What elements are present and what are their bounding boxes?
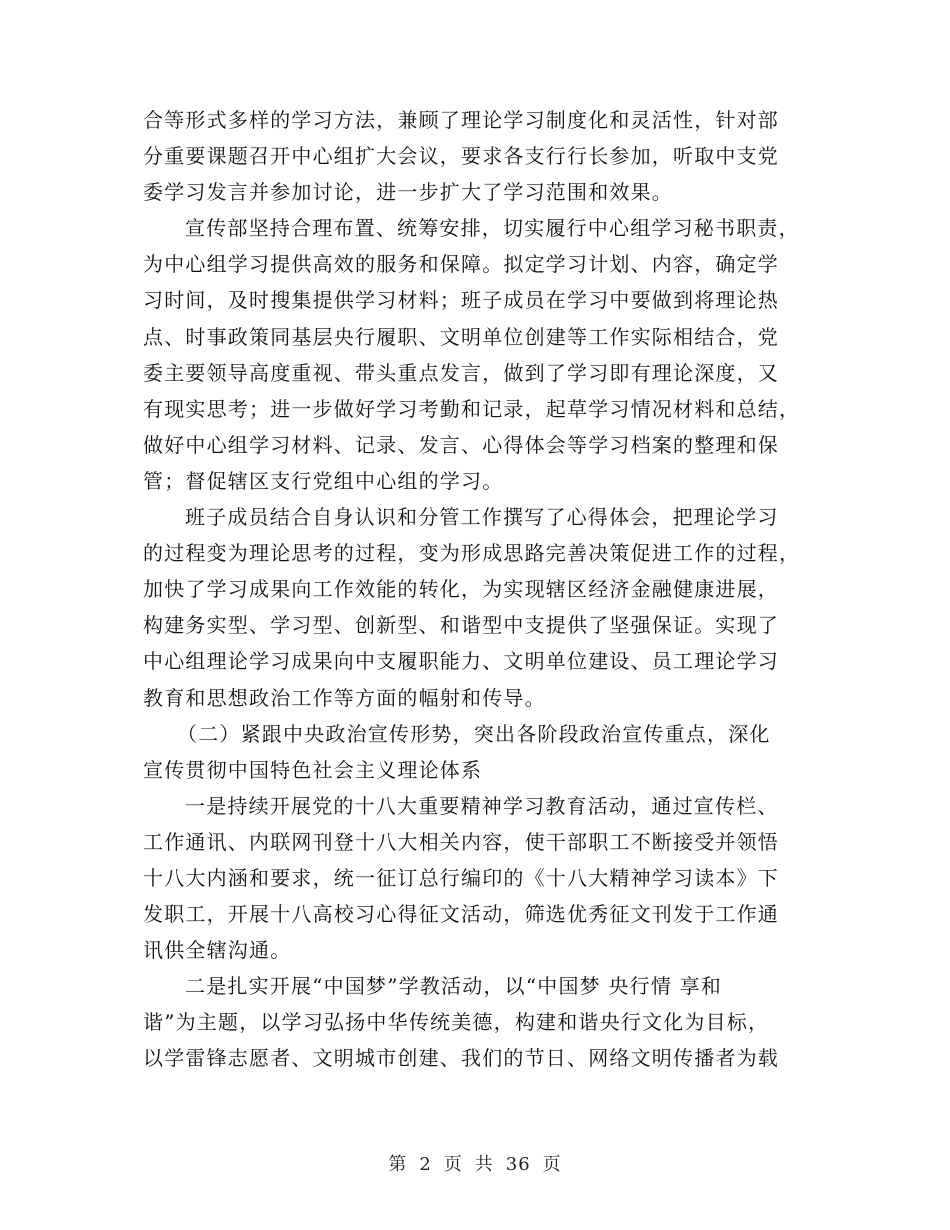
text-line: 习时间，及时搜集提供学习材料；班子成员在学习中要做到将理论热: [143, 288, 779, 313]
text-line: 中心组理论学习成果向中支履职能力、文明单位建设、员工理论学习: [143, 649, 779, 674]
text-line: 做好中心组学习材料、记录、发言、心得体会等学习档案的整理和保: [143, 432, 779, 457]
page-label: 第: [388, 1154, 408, 1175]
text-line: 分重要课题召开中心组扩大会议，要求各支行行长参加，听取中支党: [143, 144, 779, 169]
page-unit: 页: [443, 1154, 463, 1175]
text-line: 谐”为主题，以学习弘扬中华传统美德，构建和谐央行文化为目标，: [143, 1010, 770, 1035]
text-line: 发职工，开展十八高校习心得征文活动，筛选优秀征文刊发于工作通: [143, 902, 779, 927]
text-line: 教育和思想政治工作等方面的幅射和传导。: [143, 685, 546, 710]
paragraph-start-line: 一是持续开展党的十八大重要精神学习教育活动，通过宣传栏、: [185, 793, 779, 818]
page-footer: [0, 1150, 950, 1176]
section-heading-line: 宣传贯彻中国特色社会主义理论体系: [143, 757, 483, 782]
text-line: 合等形式多样的学习方法，兼顾了理论学习制度化和灵活性，针对部: [143, 108, 779, 132]
text-line: 为中心组学习提供高效的服务和保障。拟定学习计划、内容，确定学: [143, 252, 779, 277]
paragraph-start-line: 二是扎实开展“中国梦”学教活动，以“中国梦 央行情 享和: [185, 974, 722, 999]
text-line: 点、时事政策同基层央行履职、文明单位创建等工作实际相结合，党: [143, 324, 779, 349]
paragraph-start-line: 班子成员结合自身认识和分管工作撰写了心得体会，把理论学习: [185, 505, 779, 530]
total-unit: 页: [542, 1154, 562, 1175]
text-line: 讯供全辖沟通。: [143, 938, 292, 963]
text-line: 委学习发言并参加讨论，进一步扩大了学习范围和效果。: [143, 180, 673, 205]
text-line: 十八大内涵和要求，统一征订总行编印的《十八大精神学习读本》下: [143, 865, 779, 890]
text-line: 有现实思考；进一步做好学习考勤和记录，起草学习情况材料和总结，: [143, 396, 801, 421]
text-line: 管；督促辖区支行党组中心组的学习。: [143, 468, 504, 493]
text-line: 加快了学习成果向工作效能的转化，为实现辖区经济金融健康进展，: [143, 577, 779, 602]
text-line: 以学雷锋志愿者、文明城市创建、我们的节日、网络文明传播者为载: [143, 1046, 779, 1071]
text-line: 委主要领导高度重视、带头重点发言，做到了学习即有理论深度，又: [143, 360, 779, 385]
body-text: [143, 102, 803, 1077]
paragraph-start-line: 宣传部坚持合理布置、统筹安排，切实履行中心组学习秘书职责，: [185, 216, 800, 241]
text-line: 构建务实型、学习型、创新型、和谐型中支提供了坚强保证。实现了: [143, 613, 779, 638]
total-pages: 36: [505, 1154, 531, 1175]
total-label: 共: [474, 1154, 494, 1175]
text-line: 的过程变为理论思考的过程，变为形成思路完善决策促进工作的过程，: [143, 541, 801, 566]
text-line: 工作通讯、内联网刊登十八大相关内容，使干部职工不断接受并领悟: [143, 829, 779, 854]
page-number: 2: [419, 1154, 432, 1175]
section-heading-line: （二）紧跟中央政治宣传形势，突出各阶段政治宣传重点，深化: [177, 721, 771, 746]
